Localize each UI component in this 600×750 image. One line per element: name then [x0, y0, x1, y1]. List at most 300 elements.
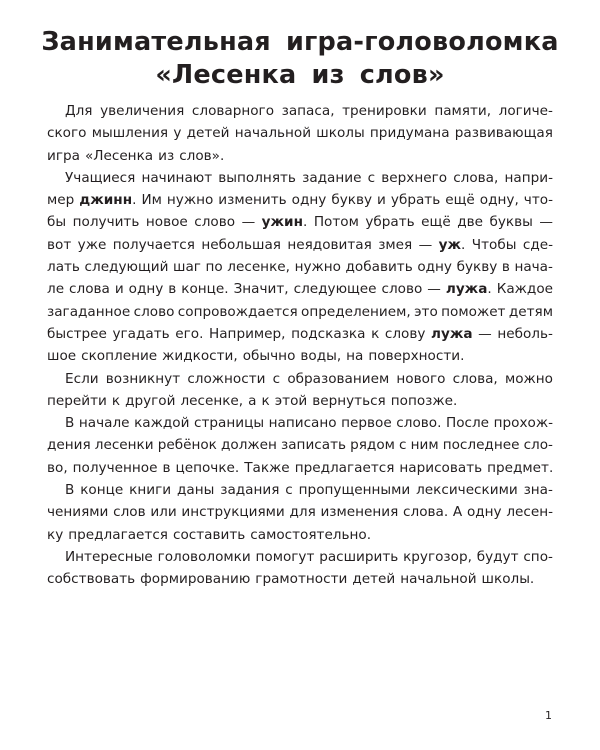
word — [294, 278, 377, 300]
word — [302, 167, 361, 189]
word — [396, 368, 445, 390]
word — [494, 412, 553, 434]
word-part: ку — [47, 526, 64, 543]
word-part: задания — [220, 482, 280, 499]
word — [295, 457, 395, 479]
word-part: попозже. — [390, 392, 458, 409]
text-line — [47, 345, 553, 367]
word-part: . — [302, 214, 308, 231]
word — [482, 568, 535, 590]
bold-word: лужа — [445, 281, 488, 298]
word — [244, 457, 289, 479]
word — [47, 345, 76, 367]
text-line — [47, 501, 553, 523]
word — [446, 278, 492, 300]
word-part: с — [285, 482, 293, 499]
word — [497, 278, 553, 300]
word-part: изменить — [218, 192, 287, 209]
word-part: помогут — [255, 548, 315, 565]
word — [201, 234, 281, 256]
word — [295, 256, 341, 278]
word-part: первое — [341, 415, 392, 432]
word — [47, 524, 63, 546]
word-part: подсказка — [291, 325, 366, 342]
word — [112, 323, 169, 345]
text-line — [47, 412, 553, 434]
word-part: воды, — [300, 348, 342, 365]
word — [382, 278, 423, 300]
word — [47, 501, 108, 523]
word — [477, 546, 519, 568]
word — [446, 412, 489, 434]
word-part: прохож- — [493, 415, 553, 432]
word-part: во, — [47, 459, 68, 476]
word-part: начале — [78, 415, 130, 432]
word — [368, 167, 375, 189]
word-part: записать — [281, 437, 347, 454]
word — [453, 368, 498, 390]
word-part: головоломки — [157, 548, 251, 565]
word-part: рядом — [350, 437, 395, 454]
word-part: игра — [47, 147, 80, 164]
word — [243, 345, 296, 367]
word-part: угадать — [112, 325, 170, 342]
word — [255, 568, 347, 590]
word — [499, 100, 553, 122]
word-part: загаданное — [47, 303, 131, 320]
word-part: начальной — [234, 125, 312, 142]
word-part: каждой — [134, 415, 190, 432]
word — [162, 457, 170, 479]
word — [242, 211, 256, 233]
word — [65, 412, 74, 434]
word-part: конце. — [181, 281, 229, 298]
word-part: одну — [291, 192, 327, 209]
word — [85, 145, 153, 167]
word — [396, 412, 441, 434]
word-part: или — [150, 504, 177, 521]
word — [524, 189, 553, 211]
word-part: А — [452, 504, 463, 521]
word — [220, 479, 279, 501]
word — [92, 122, 168, 144]
word-part: цепочке. — [175, 459, 240, 476]
word-part: . — [132, 192, 137, 209]
word-part: начальной — [400, 571, 477, 588]
word — [370, 122, 450, 144]
word — [301, 301, 411, 323]
word-part: грамотности — [255, 571, 348, 588]
word-part: придумана — [369, 125, 450, 142]
word-part: одну — [466, 504, 502, 521]
word-part: другой — [125, 392, 176, 409]
word — [262, 211, 308, 233]
paragraph — [47, 479, 553, 546]
word — [65, 546, 153, 568]
word-part: мышления — [91, 125, 169, 142]
word-part: лесенки — [94, 437, 154, 454]
word-part: неболь- — [497, 325, 553, 342]
word — [275, 390, 308, 412]
word-part: «Лесенка — [84, 147, 154, 164]
word — [505, 368, 553, 390]
word — [320, 501, 398, 523]
word-part: сло- — [523, 437, 553, 454]
word-part: ского — [47, 125, 87, 142]
word-part: с — [367, 169, 376, 186]
text-line — [47, 122, 553, 144]
text-line — [47, 434, 553, 456]
word — [175, 323, 203, 345]
word — [331, 189, 372, 211]
word — [250, 524, 371, 546]
word-part: на — [346, 348, 364, 365]
word-part: Каждое — [496, 281, 553, 298]
word-part: две — [457, 214, 483, 231]
word-part: одну, — [479, 192, 519, 209]
word — [467, 501, 502, 523]
word — [316, 122, 364, 144]
word-part: слова. — [403, 504, 449, 521]
word — [445, 189, 475, 211]
word — [524, 434, 553, 456]
word — [227, 256, 290, 278]
word — [65, 479, 74, 501]
word-part: Если — [65, 370, 99, 387]
word-part: предмет. — [487, 459, 554, 476]
word — [187, 122, 230, 144]
word — [234, 278, 289, 300]
word — [312, 390, 386, 412]
word — [218, 167, 296, 189]
word — [427, 278, 441, 300]
word-part: расширить — [319, 548, 399, 565]
word — [457, 256, 498, 278]
word-part: В — [65, 482, 75, 499]
word-part: скопление — [81, 348, 158, 365]
word-part: в — [162, 459, 171, 476]
word — [472, 234, 517, 256]
word — [47, 145, 80, 167]
text-line — [47, 323, 553, 345]
word — [79, 412, 130, 434]
word — [158, 145, 174, 167]
word-part: лать — [47, 259, 80, 276]
word-part: добавить — [345, 259, 413, 276]
word-part: конце — [80, 482, 124, 499]
word — [221, 434, 277, 456]
word — [381, 167, 447, 189]
word — [287, 368, 389, 390]
word-part: формированию — [140, 571, 251, 588]
word-part: чениями — [47, 504, 109, 521]
word-part: составить — [172, 526, 246, 543]
word-part: определением, — [301, 303, 411, 320]
word-part: предлагается — [68, 526, 168, 543]
word — [314, 211, 359, 233]
word-part: для — [289, 504, 316, 521]
word — [346, 256, 413, 278]
word — [47, 122, 86, 144]
word-part: получить — [72, 214, 140, 231]
word-part: лесен- — [506, 504, 553, 521]
word — [453, 501, 462, 523]
word-part: быстрее — [47, 325, 107, 342]
word — [299, 479, 411, 501]
word — [480, 189, 519, 211]
word-part: увеличения — [100, 103, 185, 119]
text-line — [47, 256, 553, 278]
word — [134, 301, 175, 323]
text-line — [47, 368, 553, 390]
word — [342, 100, 427, 122]
word-part: верхнего — [381, 169, 448, 186]
word — [106, 368, 180, 390]
word — [281, 434, 346, 456]
word — [235, 122, 311, 144]
word — [140, 568, 250, 590]
word — [81, 345, 157, 367]
word — [129, 479, 171, 501]
word — [371, 323, 379, 345]
word — [291, 323, 365, 345]
word-part: что- — [523, 192, 553, 209]
word-part: сложности — [187, 370, 266, 387]
word — [368, 345, 464, 367]
word-part: словарного — [191, 103, 275, 119]
word-part: нового — [396, 370, 446, 387]
word — [47, 256, 80, 278]
word-part: памяти, — [434, 103, 492, 119]
text-line — [47, 568, 553, 590]
bold-word: лужа — [431, 325, 473, 342]
word — [113, 234, 195, 256]
page-title — [0, 26, 600, 92]
word-part: ещё — [445, 192, 475, 209]
word-part: мер — [47, 192, 75, 209]
word-part: Значит, — [233, 281, 289, 298]
word-part: слов». — [179, 147, 225, 164]
word — [47, 211, 66, 233]
word — [162, 345, 238, 367]
text-line — [47, 167, 553, 189]
word-part: Интересные — [65, 548, 153, 565]
word — [181, 501, 284, 523]
word-part: буквы — [489, 214, 533, 231]
word — [506, 501, 553, 523]
word-part: вернуться — [312, 392, 386, 409]
word — [113, 501, 146, 523]
word-part: инструкциями — [181, 504, 285, 521]
word — [441, 301, 505, 323]
word-part: поверхности. — [368, 348, 465, 365]
word-part: Учащиеся — [65, 169, 136, 186]
word — [141, 189, 161, 211]
word-part: последнее — [442, 437, 520, 454]
text-line — [47, 390, 553, 412]
word — [80, 479, 123, 501]
word — [158, 546, 251, 568]
word — [73, 457, 158, 479]
word — [158, 434, 217, 456]
word-part: школы. — [481, 571, 535, 588]
word-part: к — [261, 392, 270, 409]
word-part: змея — [378, 236, 413, 253]
word — [112, 390, 120, 412]
word — [399, 434, 406, 456]
word — [218, 189, 286, 211]
word — [95, 434, 154, 456]
word-part: слов — [113, 504, 146, 521]
word-part: — — [418, 236, 433, 253]
paragraph — [47, 100, 553, 167]
word-part: слово. — [396, 415, 442, 432]
word-part: из — [158, 147, 175, 164]
bold-word: ужин — [261, 214, 303, 231]
word-part: возникнут — [105, 370, 181, 387]
word — [378, 234, 412, 256]
word — [365, 211, 414, 233]
word-part: Для — [65, 103, 93, 119]
word — [400, 568, 476, 590]
word — [431, 323, 473, 345]
word-part: детей — [352, 571, 396, 588]
word — [352, 568, 395, 590]
word — [47, 323, 107, 345]
word-part: развивающая — [454, 125, 553, 142]
title-line-1: Занимательная игра-головоломка — [41, 27, 559, 57]
word — [68, 524, 168, 546]
word-part: пропущенными — [298, 482, 411, 499]
word — [414, 301, 438, 323]
text-line — [47, 234, 553, 256]
word-part: слово — [381, 281, 423, 298]
word — [85, 256, 169, 278]
word — [167, 189, 213, 211]
word-part: дения — [47, 437, 91, 454]
word-part: детей — [186, 125, 230, 142]
word — [346, 345, 363, 367]
word-part: одну — [128, 281, 164, 298]
word-part: должен — [220, 437, 277, 454]
word-part: к — [371, 325, 380, 342]
word-part: убрать — [365, 214, 415, 231]
word — [273, 368, 280, 390]
paragraph — [47, 546, 553, 591]
word-part: в — [501, 259, 510, 276]
word-part: поможет — [441, 303, 506, 320]
word — [341, 412, 392, 434]
word-part: самостоятельно. — [250, 526, 372, 543]
bold-word: джинн — [79, 192, 133, 209]
word-part: Например, — [209, 325, 286, 342]
word-part: с — [399, 437, 407, 454]
word-part: жидкости, — [162, 348, 238, 365]
word-part: — — [427, 281, 441, 298]
word — [455, 122, 553, 144]
word — [180, 390, 243, 412]
word-part: — — [241, 214, 256, 231]
word — [300, 345, 341, 367]
word-part: обычно — [242, 348, 296, 365]
word — [194, 211, 235, 233]
word — [399, 457, 482, 479]
word — [125, 390, 175, 412]
word — [385, 323, 426, 345]
word — [391, 189, 440, 211]
bold-word: уж — [438, 236, 462, 253]
word — [181, 278, 228, 300]
word-part: слова, — [453, 169, 499, 186]
word — [443, 434, 520, 456]
page-number: 1 — [545, 709, 552, 722]
word-part: убрать — [390, 192, 441, 209]
word — [47, 390, 107, 412]
word-part: а — [248, 392, 257, 409]
word-part: Им — [141, 192, 162, 209]
word-part: ребёнок — [157, 437, 217, 454]
word — [173, 122, 181, 144]
word-part: спо- — [523, 548, 553, 565]
word-part: Также — [244, 459, 290, 476]
word-part: неядовитая — [287, 236, 372, 253]
word — [192, 100, 274, 122]
word — [115, 278, 124, 300]
word — [179, 145, 224, 167]
word — [523, 234, 553, 256]
word-part: напри- — [504, 169, 553, 186]
word-part: вот — [47, 236, 72, 253]
word — [173, 524, 245, 546]
word — [377, 189, 386, 211]
word-part: его. — [175, 325, 204, 342]
word-part: ещё — [421, 214, 451, 231]
word — [439, 234, 466, 256]
word-part: слова, — [452, 370, 498, 387]
word — [150, 501, 176, 523]
word-part: даны — [176, 482, 215, 499]
word-part: можно — [504, 370, 553, 387]
word-part: нача- — [514, 259, 553, 276]
word-part: — — [478, 325, 492, 342]
word — [350, 434, 395, 456]
text-line — [47, 278, 553, 300]
word — [178, 301, 298, 323]
text-line — [47, 189, 553, 211]
word-part: выполнять — [218, 169, 296, 186]
word — [478, 323, 492, 345]
paragraph — [47, 167, 553, 368]
word-part: изменения — [320, 504, 399, 521]
word-part: шое — [47, 348, 77, 365]
word — [287, 234, 371, 256]
word-part: следующий — [84, 259, 169, 276]
word — [514, 256, 553, 278]
word — [411, 434, 439, 456]
word — [47, 278, 64, 300]
text-line — [47, 301, 553, 323]
word — [146, 211, 188, 233]
word-part: задание — [302, 169, 362, 186]
word-part: предлагается — [294, 459, 395, 476]
word-part: к — [111, 392, 121, 409]
word-part: школы — [316, 125, 365, 142]
word-part: уже — [77, 236, 107, 253]
word-part: это — [414, 303, 438, 320]
word-part: шаг — [173, 259, 201, 276]
word-part: ле — [47, 281, 65, 298]
text-line — [47, 457, 553, 479]
